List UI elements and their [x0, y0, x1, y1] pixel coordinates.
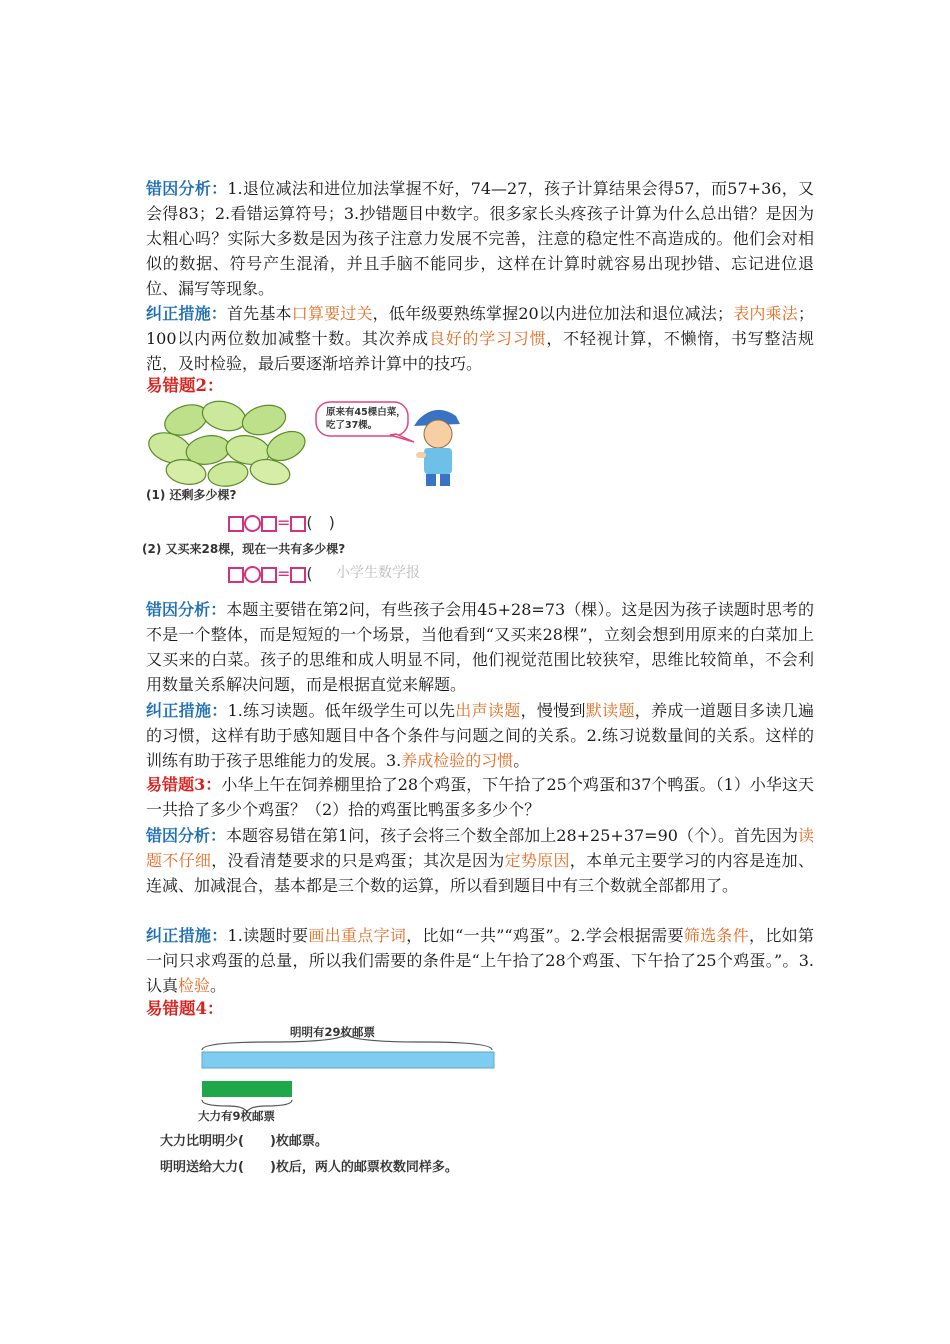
top-brace-icon: [202, 1034, 492, 1050]
error-analysis-label: 错因分析：: [146, 179, 228, 198]
highlight-text: 筛选条件: [683, 926, 750, 945]
answer-box: [290, 567, 306, 583]
paragraph-text: ，比如第一问只求鸡蛋的总量，所以我们需要的条件是“上午拾了28个鸡蛋、下午拾了25个鸡蛋。”。3.认真: [146, 926, 814, 995]
paragraph-text: 本题容易错在第1问，孩子会将三个数全部加上28+25+37=90（个）。首先因为: [226, 826, 798, 845]
operator-circle: [244, 566, 261, 583]
question-2-text: 明明送给大力( )枚后，两人的邮票枚数同样多。: [160, 1160, 458, 1175]
bottom-bar-label: 大力有9枚邮票: [198, 1109, 276, 1123]
operator-circle: [244, 515, 261, 532]
correction-label: 纠正措施：: [146, 304, 227, 323]
paragraph-text: 小华上午在饲养棚里拾了28个鸡蛋，下午拾了25个鸡蛋和37个鸭蛋。（1）小华这天一共拾了多少个鸡蛋？（2）拾的鸡蛋比鸭蛋多多少个？: [146, 775, 814, 819]
correction-label: 纠正措施：: [146, 926, 228, 945]
paragraph-text: ；100以内两位数加减整十数。其次养成: [146, 304, 814, 348]
equation-2: [228, 564, 313, 583]
paragraph-text: ，比如“一共”“鸡蛋”。2.学会根据需要: [406, 926, 684, 945]
highlight-text: 口算要过关: [291, 304, 373, 323]
highlight-text: 定势原因: [504, 851, 570, 870]
problem-3-heading: 易错题3：: [146, 775, 222, 794]
problem-2-heading: 易错题2：: [146, 376, 224, 395]
highlight-text: 检验: [178, 976, 211, 995]
answer-box: [290, 516, 306, 532]
error-analysis-paragraph-3: [146, 823, 814, 898]
cabbage-icon: [146, 398, 310, 489]
correction-paragraph-3: [146, 923, 814, 998]
cabbage-problem-figure: [142, 398, 476, 586]
highlight-text: 出声读题: [455, 701, 521, 720]
paragraph-text: 本题主要错在第2问，有些孩子会用45+28=73（棵）。这是因为孩子读题时思考的不是一个整体，而是短短的一个场景，当他看到“又买来28棵”，立刻会想到用原来的白菜加上又买来的白菜。孩子的思维和成人明显不同，他们视觉范围比较狭窄，思维比较简单，不会利用数量关系解决问题，而是根据直觉来解题。: [146, 600, 814, 694]
paragraph-text: 1.读题时要: [227, 926, 309, 945]
correction-paragraph-1: [146, 301, 814, 376]
boy-icon: [414, 410, 460, 486]
error-analysis-paragraph-2: [146, 597, 814, 697]
paragraph-text: ，慢慢到: [520, 701, 586, 720]
highlight-text: 读题不仔细: [146, 826, 814, 870]
correction-paragraph-2: [146, 698, 814, 773]
watermark-text: 小学生数学报: [336, 565, 420, 581]
highlight-text: 养成检验的习惯: [401, 751, 514, 770]
problem-4-heading: 易错题4：: [146, 999, 224, 1018]
equals-sign: =: [277, 564, 291, 583]
answer-box: [228, 567, 244, 583]
highlight-text: 良好的学习习惯: [428, 329, 547, 348]
paragraph-text: ，没看清楚要求的只是鸡蛋；其次是因为: [211, 851, 505, 870]
problem-3-paragraph: [146, 772, 814, 822]
paragraph-text: ，不轻视计算，不懒惰，书写整洁规范，及时检验，最后要逐渐培养计算中的技巧。: [146, 329, 814, 373]
error-analysis-label: 错因分析：: [146, 826, 227, 845]
answer-box: [261, 567, 277, 583]
question-1-text: 大力比明明少( )枚邮票。: [160, 1134, 328, 1149]
unit-parentheses: (: [306, 564, 313, 583]
highlight-text: 默读题: [585, 701, 635, 720]
equation-1: [228, 510, 335, 533]
answer-box: [228, 516, 244, 532]
error-analysis-paragraph-1: [146, 176, 814, 301]
question-1-text: (1) 还剩多少棵?: [146, 488, 237, 502]
highlight-text: 画出重点字词: [308, 926, 407, 945]
paragraph-text: 。: [513, 751, 530, 770]
top-bar-label: 明明有29枚邮票: [290, 1025, 376, 1039]
paragraph-text: 。: [210, 976, 227, 995]
equals-sign: =: [277, 513, 291, 532]
speech-bubble-text: 原来有45棵白菜，吃了37棵。: [326, 407, 406, 431]
paragraph-text: 1.练习读题。低年级学生可以先: [227, 701, 456, 720]
dali-bar: [202, 1081, 292, 1097]
error-analysis-label: 错因分析：: [146, 600, 227, 619]
paragraph-text: 1.退位减法和进位加法掌握不好，74—27，孩子计算结果会得57，而57+36，又会得83；2.看错运算符号；3.抄错题目中数字。很多家长头疼孩子计算为什么总出错？是因为太粗心吗？实际大多数是因为孩子注意力发展不完善，注意的稳定性不高造成的。他们会对相似的数据、符号产生混淆，并且手脑不能同步，这样在计算时就容易出现抄错、忘记进位退位、漏写等现象。: [146, 179, 814, 298]
paragraph-text: ，低年级要熟练掌握20以内进位加法和退位减法；: [372, 304, 733, 323]
correction-label: 纠正措施：: [146, 701, 228, 720]
paragraph-text: ，养成一道题目多读几遍的习惯，这样有助于感知题目中各个条件与问题之间的关系。2.练习说数量间的关系。这样的训练有助于孩子思维能力的发展。3.: [146, 701, 814, 770]
mingming-bar: [202, 1052, 494, 1068]
paragraph-text: ，本单元主要学习的内容是连加、连减、加减混合，基本都是三个数的运算，所以看到题目中有三个数就全部都用了。: [146, 851, 814, 895]
highlight-text: 表内乘法: [733, 304, 798, 323]
paragraph-text: 首先基本: [226, 304, 292, 323]
unit-parentheses: ( ): [306, 513, 335, 532]
question-2-text: (2) 又买来28棵，现在一共有多少棵?: [142, 542, 346, 556]
stamp-problem-figure: [150, 1022, 590, 1182]
answer-box: [261, 516, 277, 532]
